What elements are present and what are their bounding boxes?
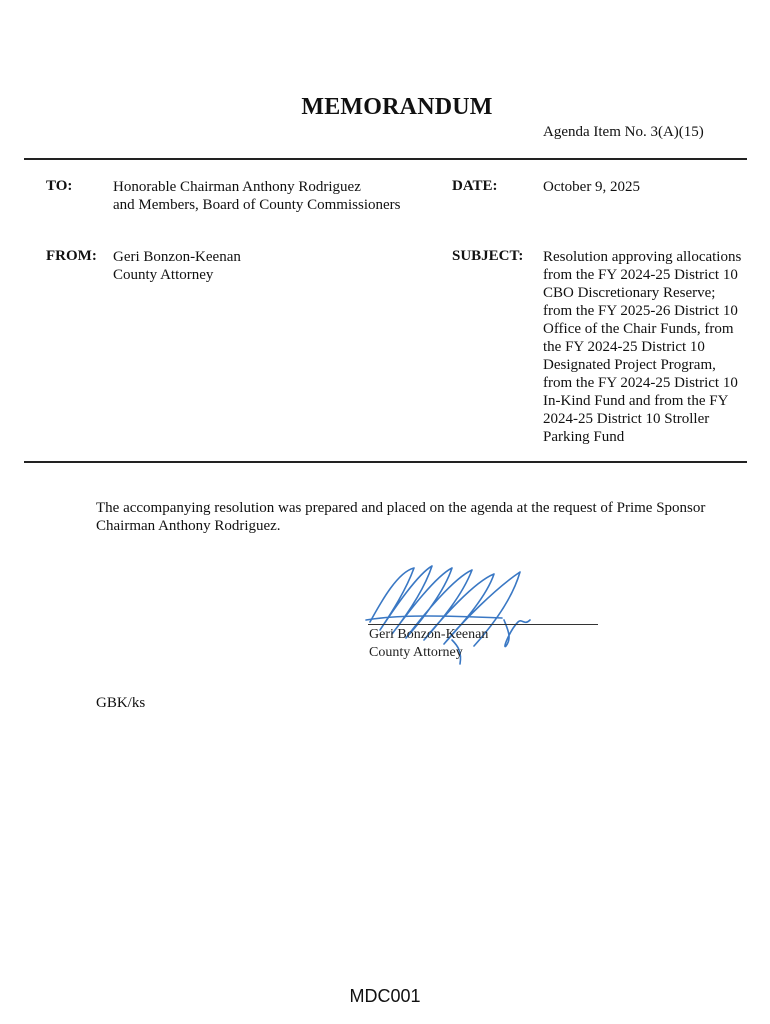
- agenda-item-number: Agenda Item No. 3(A)(15): [543, 124, 704, 140]
- subject-line: 2024-25 District 10 Stroller: [543, 411, 710, 427]
- subject-line: Parking Fund: [543, 429, 625, 445]
- from-line: County Attorney: [113, 267, 214, 283]
- from-line: Geri Bonzon-Keenan: [113, 249, 241, 265]
- subject-line: from the FY 2024-25 District 10: [543, 267, 738, 283]
- subject-line: from the FY 2025-26 District 10: [543, 303, 738, 319]
- subject-line: In-Kind Fund and from the FY: [543, 393, 729, 409]
- bottom-divider: [24, 461, 747, 463]
- memo-title: MEMORANDUM: [301, 94, 493, 120]
- to-recipient: [113, 178, 400, 214]
- memo-body: [96, 499, 705, 535]
- to-line: and Members, Board of County Commissioners: [113, 197, 401, 213]
- subject-line: Designated Project Program,: [543, 357, 716, 373]
- top-divider: [24, 158, 747, 160]
- from-sender: [113, 248, 241, 284]
- to-label: TO:: [46, 178, 73, 194]
- reference-initials: GBK/ks: [96, 695, 146, 711]
- subject-line: from the FY 2024-25 District 10: [543, 375, 738, 391]
- signature-block: [369, 626, 488, 662]
- from-label: FROM:: [46, 248, 97, 264]
- to-line: Honorable Chairman Anthony Rodriguez: [113, 179, 361, 195]
- subject-line: Office of the Chair Funds, from: [543, 321, 734, 337]
- page-footer-code: MDC001: [349, 986, 421, 1006]
- body-line: Chairman Anthony Rodriguez.: [96, 518, 281, 534]
- subject-label: SUBJECT:: [452, 248, 524, 264]
- subject-line: Resolution approving allocations: [543, 249, 742, 265]
- subject-line: the FY 2024-25 District 10: [543, 339, 705, 355]
- body-line: The accompanying resolution was prepared and placed on the agenda at the request of Prime Sponsor: [96, 500, 706, 516]
- date-value: October 9, 2025: [543, 179, 641, 195]
- subject-line: CBO Discretionary Reserve;: [543, 285, 716, 301]
- signature-line: [368, 624, 598, 625]
- date-label: DATE:: [452, 178, 498, 194]
- signatory-name: Geri Bonzon-Keenan: [369, 627, 489, 642]
- subject-text: [543, 248, 741, 446]
- signatory-title: County Attorney: [369, 645, 463, 660]
